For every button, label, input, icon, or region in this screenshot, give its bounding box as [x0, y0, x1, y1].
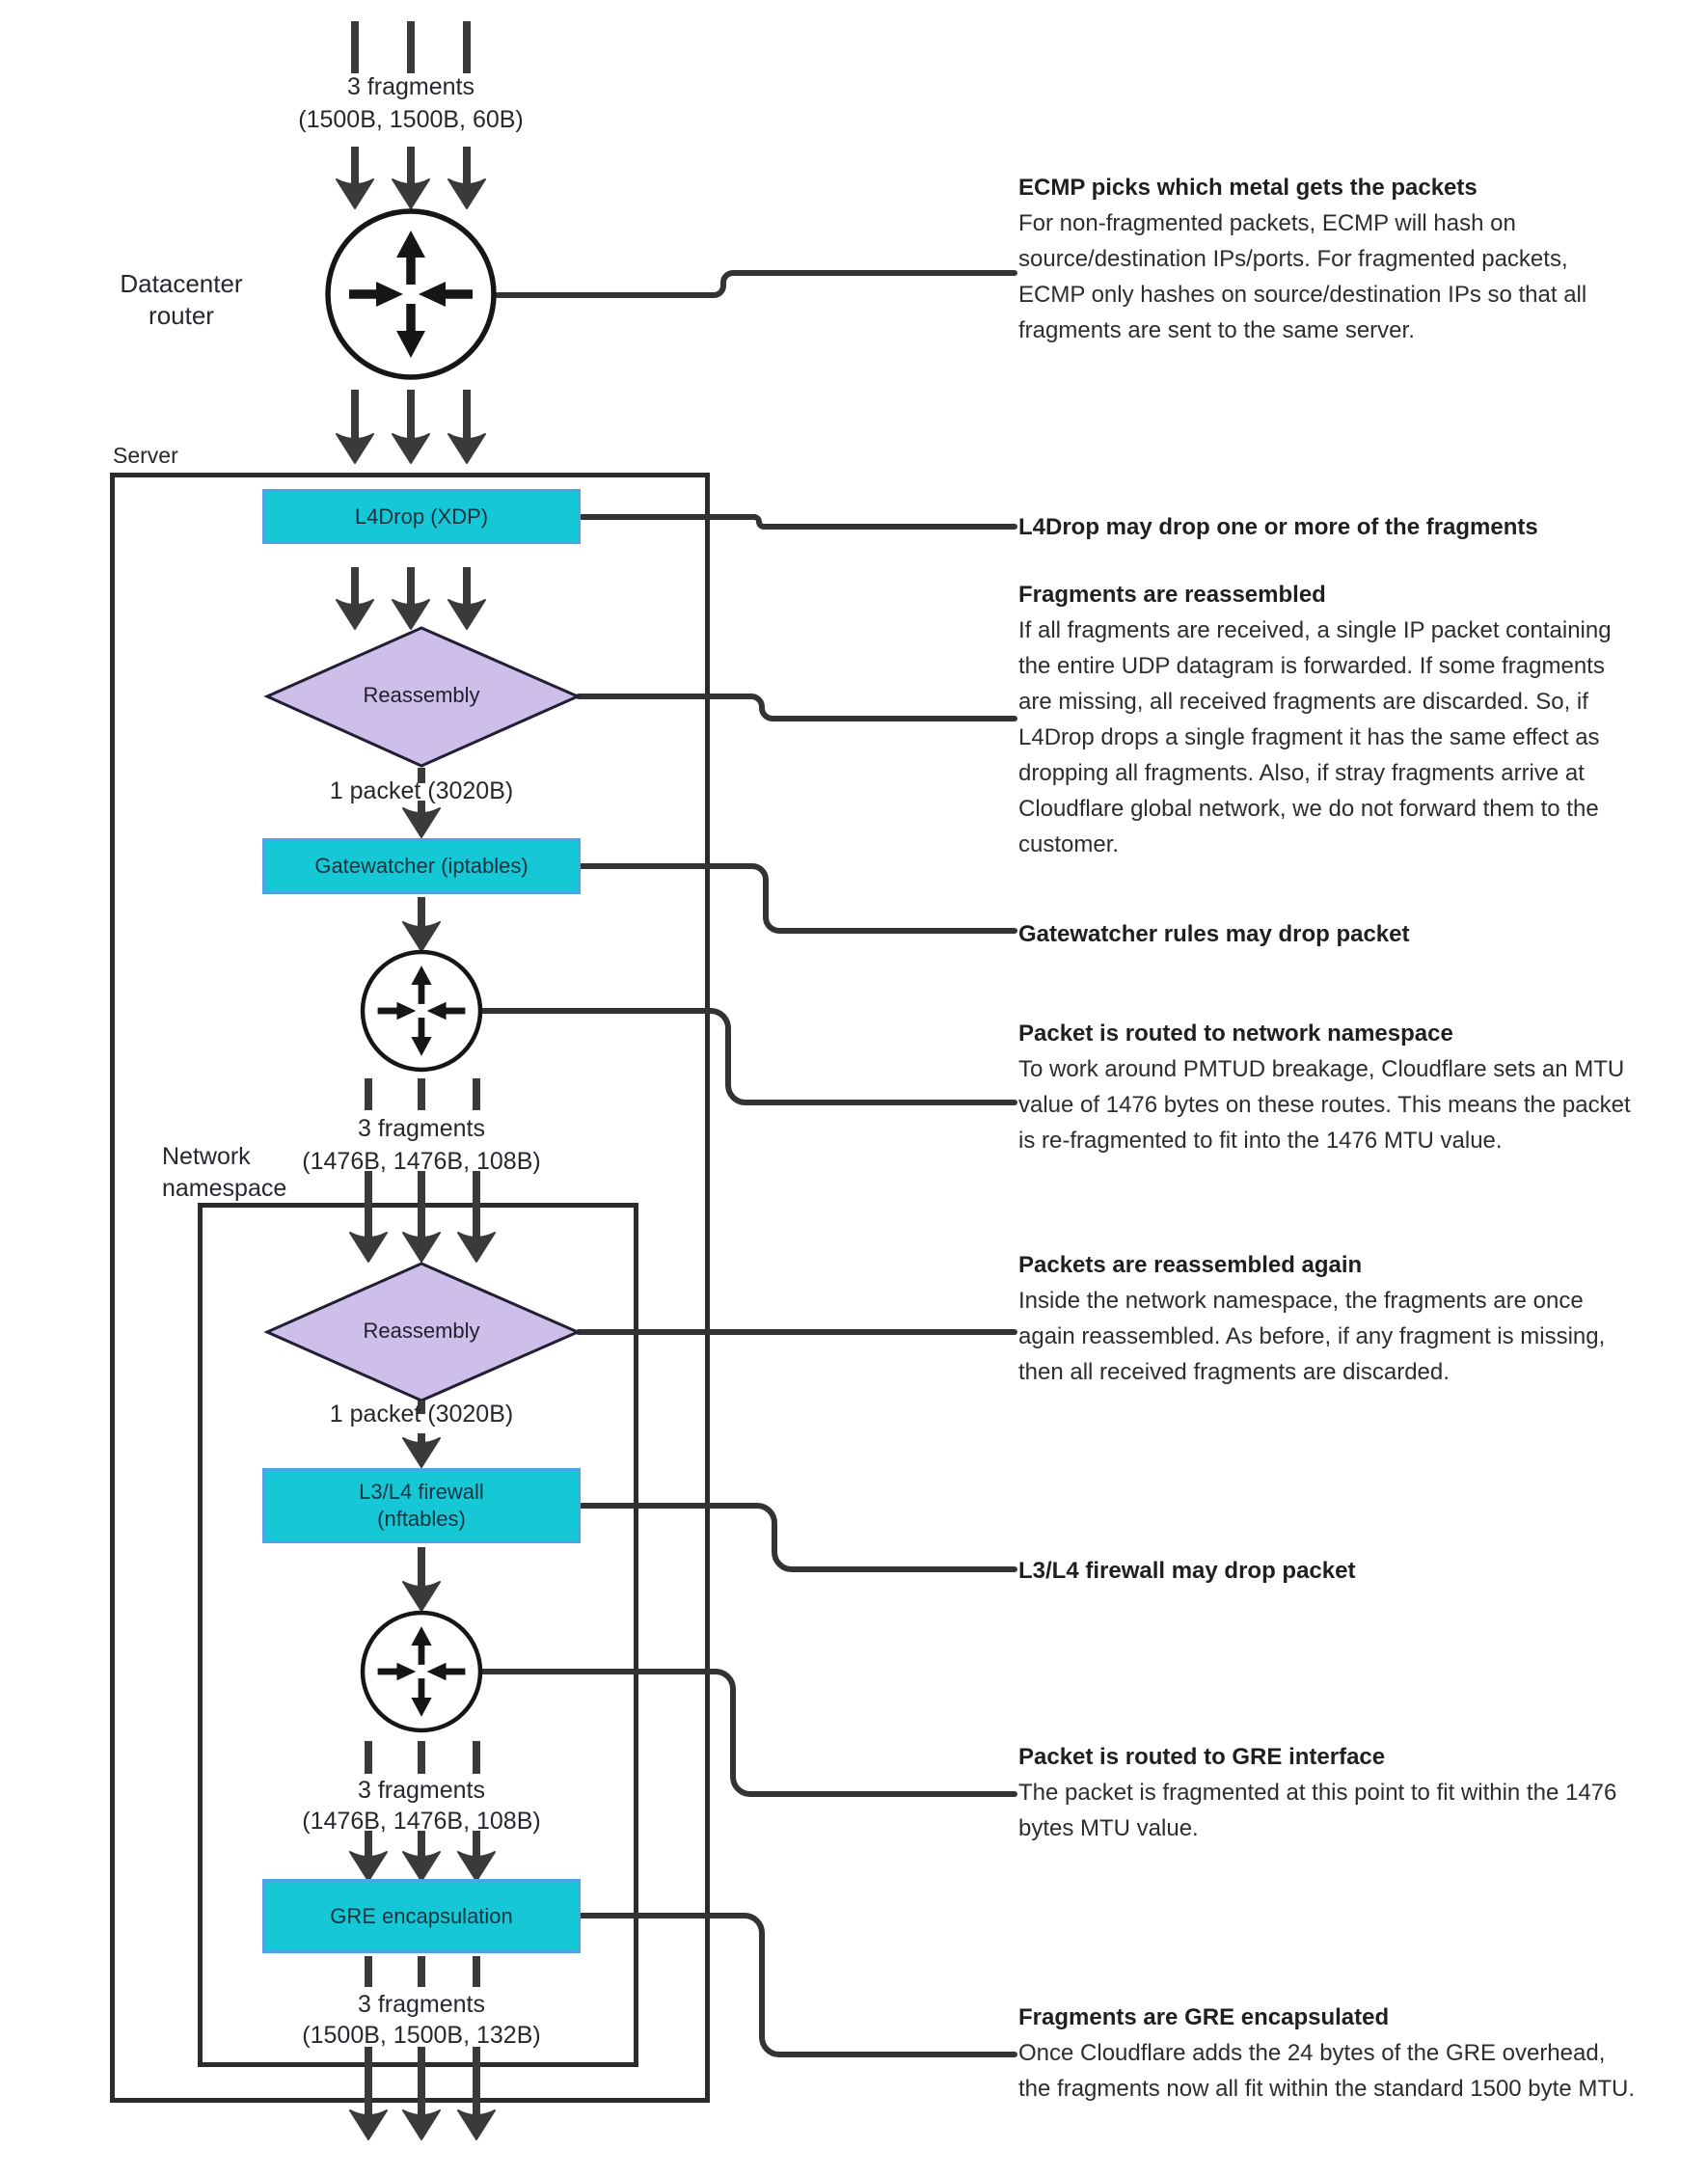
- down-arrow-head: [458, 1852, 495, 1881]
- down-arrow-head: [448, 600, 485, 629]
- network-namespace-label: Network namespace: [162, 1143, 287, 1202]
- down-arrow-icon: [337, 567, 373, 629]
- down-arrow-head: [458, 1233, 495, 1262]
- down-arrow-icon: [403, 1547, 440, 1611]
- top-fragments-count: 3 fragments: [346, 73, 474, 100]
- down-arrow-icon: [403, 897, 440, 951]
- annotation-title: Packets are reassembled again: [1018, 1252, 1363, 1278]
- down-arrow-icon: [458, 1171, 495, 1262]
- router-icon: [363, 1613, 480, 1730]
- connector-l4drop-note: [581, 517, 1015, 527]
- down-arrow-head: [350, 1233, 387, 1262]
- annotation-body: Inside the network namespace, the fragments are once again reassembled. As before, if any fragment is missing, then all received fragments are discarded.: [1018, 1288, 1606, 1385]
- down-arrow-icon: [458, 2047, 495, 2139]
- annotation-title: Gatewatcher rules may drop packet: [1018, 921, 1410, 947]
- down-arrow-icon: [403, 2047, 440, 2139]
- down-arrow-head: [458, 2110, 495, 2139]
- annotation-gatewatcher: [1018, 916, 1640, 952]
- annotation-title: L3/L4 firewall may drop packet: [1018, 1558, 1356, 1584]
- down-arrow-icon: [350, 1831, 387, 1881]
- server-label: Server: [113, 443, 178, 468]
- down-arrow-head: [337, 179, 373, 208]
- annotation-body: If all fragments are received, a single IP packet containing the entire UDP datagram is forwarded. If some fragments are missing, all received fragments are discarded. So, if L4Drop drops a single fragment it has the same effect as dropping all fragments. Also, if stray fragments arrive at Cloudflare global network, we do not forward them to the customer.: [1018, 617, 1612, 857]
- connector-routed-netns-note: [480, 1011, 1015, 1102]
- down-arrow-icon: [448, 147, 485, 208]
- out-fragments-sizes: (1500B, 1500B, 132B): [302, 2022, 541, 2049]
- down-arrow-head: [448, 434, 485, 463]
- down-arrow-head: [403, 1438, 440, 1467]
- annotation-reassembled: [1018, 577, 1640, 862]
- l4drop-box: [262, 489, 581, 544]
- gre-encapsulation-box: [262, 1879, 581, 1953]
- server-fragments-sizes: (1476B, 1476B, 108B): [302, 1148, 541, 1175]
- down-arrow-icon: [393, 147, 429, 208]
- down-arrow-icon: [393, 567, 429, 629]
- down-arrow-icon: [403, 1831, 440, 1881]
- connector-firewall-note: [581, 1506, 1015, 1569]
- annotation-title: Fragments are GRE encapsulated: [1018, 2004, 1390, 2030]
- annotation-body: Once Cloudflare adds the 24 bytes of the GRE overhead, the fragments now all fit within the standard 1500 byte MTU.: [1018, 2040, 1635, 2102]
- namespace-fragments-sizes: (1476B, 1476B, 108B): [302, 1808, 541, 1835]
- down-arrow-head: [403, 1233, 440, 1262]
- out-fragments-count: 3 fragments: [357, 1991, 485, 2018]
- reassembly2-label: Reassembly: [363, 1319, 480, 1343]
- connector-reassembly1-note: [579, 696, 1015, 719]
- annotation-firewall: [1018, 1553, 1640, 1589]
- down-arrow-head: [403, 808, 440, 837]
- down-arrow-icon: [350, 1171, 387, 1262]
- gre-encapsulation-label: GRE encapsulation: [330, 1903, 513, 1928]
- annotation-title: ECMP picks which metal gets the packets: [1018, 175, 1478, 201]
- annotation-title: Packet is routed to network namespace: [1018, 1020, 1453, 1047]
- packet2-label: 1 packet (3020B): [329, 1401, 514, 1428]
- down-arrow-head: [393, 179, 429, 208]
- down-arrow-head: [337, 600, 373, 629]
- annotation-title: L4Drop may drop one or more of the fragments: [1018, 514, 1538, 540]
- router-icon: [328, 211, 494, 377]
- l3l4-firewall-box: [262, 1468, 581, 1543]
- down-arrow-icon: [448, 390, 485, 463]
- gatewatcher-box: [262, 838, 581, 894]
- top-fragments-sizes: (1500B, 1500B, 60B): [298, 106, 524, 133]
- connector-gre-encap-note: [581, 1916, 1015, 2055]
- annotation-gre-interface: [1018, 1739, 1640, 1846]
- down-arrow-icon: [393, 390, 429, 463]
- down-arrow-head: [403, 2110, 440, 2139]
- down-arrow-icon: [337, 147, 373, 208]
- down-arrow-icon: [403, 1433, 440, 1467]
- router-icon: [363, 952, 480, 1070]
- reassembly1-label: Reassembly: [363, 683, 480, 707]
- datacenter-router-label: Datacenter router: [120, 269, 243, 330]
- l4drop-label: L4Drop (XDP): [354, 503, 489, 529]
- connector-gatewatcher-note: [581, 866, 1015, 931]
- annotation-ecmp: [1018, 170, 1640, 348]
- annotation-title: Packet is routed to GRE interface: [1018, 1744, 1386, 1770]
- gatewatcher-label: Gatewatcher (iptables): [314, 854, 529, 878]
- down-arrow-head: [448, 179, 485, 208]
- l3l4-firewall-label: L3/L4 firewall (nftables): [359, 1480, 484, 1531]
- down-arrow-head: [350, 2110, 387, 2139]
- down-arrow-icon: [337, 390, 373, 463]
- annotation-routed-netns: [1018, 1016, 1640, 1158]
- down-arrow-head: [403, 922, 440, 951]
- annotation-body: The packet is fragmented at this point to fit within the 1476 bytes MTU value.: [1018, 1780, 1617, 1841]
- down-arrow-head: [350, 1852, 387, 1881]
- down-arrow-icon: [458, 1831, 495, 1881]
- down-arrow-icon: [350, 2047, 387, 2139]
- annotation-body: To work around PMTUD breakage, Cloudflare sets an MTU value of 1476 bytes on these routes. This means the packet is re-fragmented to fit into the 1476 MTU value.: [1018, 1056, 1631, 1154]
- packet1-label: 1 packet (3020B): [329, 777, 514, 804]
- down-arrow-head: [403, 1582, 440, 1611]
- server-fragments-count: 3 fragments: [357, 1115, 485, 1142]
- connector-router-to-ecmp-note: [498, 273, 1015, 295]
- down-arrow-head: [393, 434, 429, 463]
- down-arrow-head: [337, 434, 373, 463]
- annotation-gre-encapsulated: [1018, 2000, 1640, 2107]
- down-arrow-head: [393, 600, 429, 629]
- annotation-l4drop: [1018, 509, 1640, 545]
- annotation-reassembled-again: [1018, 1247, 1640, 1390]
- down-arrow-icon: [448, 567, 485, 629]
- annotation-body: For non-fragmented packets, ECMP will hash on source/destination IPs/ports. For fragmented packets, ECMP only hashes on source/destination IPs so that all fragments are sent to the same server.: [1018, 210, 1587, 343]
- down-arrow-head: [403, 1852, 440, 1881]
- down-arrow-icon: [403, 1171, 440, 1262]
- annotation-title: Fragments are reassembled: [1018, 582, 1326, 608]
- namespace-fragments-count: 3 fragments: [357, 1777, 485, 1804]
